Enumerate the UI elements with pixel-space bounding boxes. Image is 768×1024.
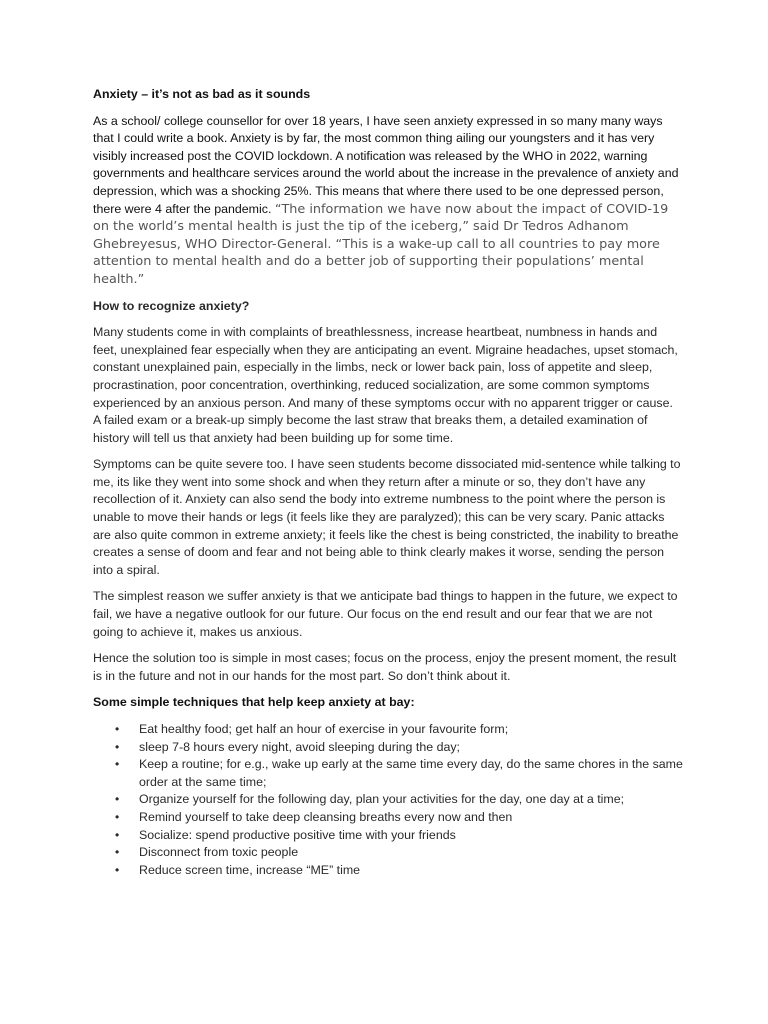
list-item-text: Eat healthy food; get half an hour of exercise in your favourite form; xyxy=(139,722,509,736)
list-item-text: Reduce screen time, increase “ME” time xyxy=(139,862,361,877)
list-item xyxy=(93,844,683,862)
list-item xyxy=(93,809,683,827)
bullet-icon: • xyxy=(115,809,120,824)
bullet-icon: • xyxy=(115,792,120,807)
list-item xyxy=(93,791,683,809)
list-item xyxy=(93,721,683,739)
bullet-icon: • xyxy=(115,757,120,772)
intro-text: As a school/ college counsellor for over 18 years, I have seen anxiety expressed in so many many ways that I could write a book. Anxiety is by far, the most common thing ailing our youngsters and it has very visibly increased post the COVID lockdown. A notification was released by the WHO in 2022, warning governments and healthcare services around the world about the increase in the prevalence of anxiety and depression, which was a shocking 25%. This means that where there used to be one depressed person, there were 4 after the pandemic. xyxy=(93,113,679,216)
list-item-text: Organize yourself for the following day, plan your activities for the day, one day at a time; xyxy=(139,792,625,807)
paragraph-severe-symptoms: Symptoms can be quite severe too. I have seen students become dissociated mid-sentence while talking to me, its like they went into some shock and when they return after a minute or so, they don’t have any recollection of it. Anxiety can also send the body into extreme numbness to the point where the person is unable to move their hands or legs (it feels like they are paralyzed); this can be very scary. Panic attacks are also quite common in extreme anxiety; it feels like the chest is being constricted, the inability to breathe creates a sense of doom and fear and not being able to think clearly makes it worse, sending the person into a spiral. xyxy=(93,457,681,577)
list-item xyxy=(93,739,683,757)
bullet-icon: • xyxy=(115,862,120,877)
paragraph-solution: Hence the solution too is simple in most cases; focus on the process, enjoy the present moment, the result is in the future and not in our hands for the most part. So don’t think about it. xyxy=(93,651,677,683)
bullet-icon: • xyxy=(115,739,120,754)
list-item-text: Remind yourself to take deep cleansing breaths every now and then xyxy=(139,809,513,824)
document-title: Anxiety – it’s not as bad as it sounds xyxy=(93,87,311,101)
paragraph-symptoms: Many students come in with complaints of breathlessness, increase heartbeat, numbness in hands and feet, unexplained fear especially when they are anticipating an event. Migraine headaches, upset stomach, constant unexplained pain, especially in the limbs, neck or lower back pain, loss of appetite and sleep, procrastination, poor concentration, overthinking, reduced socialization, are some common symptoms experienced by an anxious person. And many of these symptoms occur with no apparent trigger or cause. A failed exam or a break-up simply become the last straw that breaks them, a detailed examination of history will tell us that anxiety had been building up for some time. xyxy=(93,325,678,445)
list-item-text: Socialize: spend productive positive time with your friends xyxy=(139,827,456,842)
list-item-text: Keep a routine; for e.g., wake up early at the same time every day, do the same chores in the same order at the same time; xyxy=(139,757,683,789)
list-item xyxy=(93,862,683,880)
list-item xyxy=(93,756,683,791)
bullet-icon: • xyxy=(115,827,120,842)
list-item-text: Disconnect from toxic people xyxy=(139,845,299,860)
who-quote: “The information we have now about the impact of COVID-19 on the world’s mental health is just the tip of the iceberg,” said Dr Tedros Adhanom Ghebreyesus, WHO Director-General. “This is a wake-up call to all countries to pay more attention to mental health and do a better job of supporting their populations’ mental health.” xyxy=(93,201,669,287)
document-page xyxy=(93,86,683,879)
intro-paragraph xyxy=(93,113,683,289)
paragraph-reason: The simplest reason we suffer anxiety is that we anticipate bad things to happen in the future, we expect to fail, we have a negative outlook for our future. Our focus on the end result and our fear that we are not going to achieve it, makes us anxious. xyxy=(93,589,678,639)
list-item-text: sleep 7-8 hours every night, avoid sleeping during the day; xyxy=(139,739,460,754)
section-heading-techniques: Some simple techniques that help keep anxiety at bay: xyxy=(93,695,415,710)
techniques-list xyxy=(93,721,683,879)
bullet-icon: • xyxy=(115,722,120,736)
bullet-icon: • xyxy=(115,845,120,860)
list-item xyxy=(93,827,683,845)
section-heading-recognize: How to recognize anxiety? xyxy=(93,298,250,313)
